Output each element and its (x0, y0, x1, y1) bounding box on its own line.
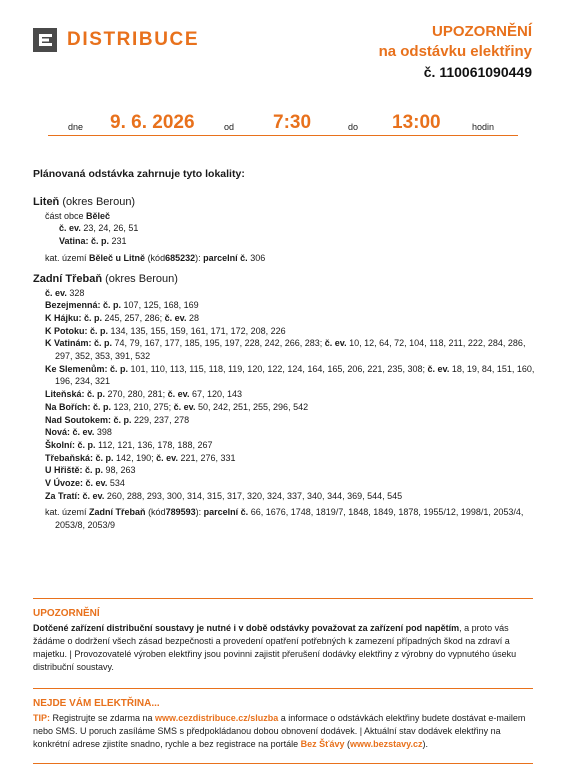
locations-list (33, 168, 543, 532)
outage-date: 9. 6. 2026 (110, 112, 195, 133)
street-line: V Úvoze: č. ev. 534 (45, 478, 125, 489)
outage-from: 7:30 (273, 112, 312, 133)
notice-subtitle: na odstávku elektřiny (378, 43, 532, 60)
street-line: Na Bořích: č. p. 123, 210, 275; č. ev. 50, 242, 251, 255, 296, 542 (45, 401, 309, 412)
location-name: Liteň (33, 195, 60, 208)
divider (33, 688, 533, 689)
warning-section (33, 607, 538, 674)
street-line: U Hřiště: č. p. 98, 263 (45, 465, 136, 476)
location-line: č. ev. 23, 24, 26, 51 (59, 223, 139, 234)
notice-title: UPOZORNĚNÍ (431, 23, 532, 40)
from-label: od (224, 122, 235, 132)
warning-title: UPOZORNĚNÍ (33, 608, 100, 619)
notice-header (379, 22, 532, 82)
location-heading-zadni-treban (33, 271, 543, 287)
hour-label: hodin (472, 122, 495, 132)
street-line: č. ev. 328 (45, 287, 85, 298)
street-line: Ke Slemenům: č. p. 101, 110, 113, 115, 118, 119, 120, 122, 124, 164, 165, 206, 221, 235, 308; č. ev. 18, 19, 84, 151, 160, 196, 234, 321 (45, 363, 535, 387)
tip-section (33, 697, 538, 751)
divider (33, 763, 533, 764)
street-line: Nad Soutokem: č. p. 229, 237, 278 (45, 414, 190, 425)
bezstavy-url-link[interactable]: www.bezstavy.cz (350, 739, 423, 749)
company-logo (33, 28, 199, 52)
street-line: Bezejmenná: č. p. 107, 125, 168, 169 (45, 300, 199, 311)
brand-name: DISTRIBUCE (67, 29, 200, 50)
location-line: Vatina: č. p. 231 (59, 236, 127, 247)
street-list (33, 287, 543, 503)
street-line: Za Tratí: č. ev. 260, 288, 293, 300, 314, 315, 317, 320, 324, 337, 340, 344, 369, 544, 545 (45, 490, 403, 501)
street-line: Nová: č. ev. 398 (45, 427, 112, 438)
to-label: do (348, 122, 359, 132)
street-line: Třebaňská: č. p. 142, 190; č. ev. 221, 276, 331 (45, 452, 236, 463)
street-line: Liteňská: č. p. 270, 280, 281; č. ev. 67, 120, 143 (45, 389, 243, 400)
locations-intro: Plánovaná odstávka zahrnuje tyto lokality: (33, 168, 245, 180)
notice-number: č. 110061090449 (423, 64, 532, 80)
street-line: K Potoku: č. p. 134, 135, 155, 159, 161, 171, 172, 208, 226 (45, 325, 286, 336)
cez-logo-icon (33, 28, 57, 52)
cadastral-line: kat. území Zadní Třebaň (kód789593): parcelní č. 66, 1676, 1748, 1819/7, 1848, 1849, 1878, 1955/12, 1998/1, 2053/4, 2053/8, 2053/9 (45, 507, 524, 531)
street-line: K Hájku: č. p. 245, 257, 286; č. ev. 28 (45, 312, 199, 323)
date-label: dne (68, 122, 84, 132)
tip-title: NEJDE VÁM ELEKTŘINA... (33, 698, 160, 709)
location-district: (okres Beroun) (62, 195, 136, 208)
location-district: (okres Beroun) (105, 272, 178, 285)
street-line: Školní: č. p. 112, 121, 136, 178, 188, 267 (45, 439, 213, 450)
cadastral-line: kat. území Běleč u Litně (kód685232): parcelní č. 306 (45, 252, 266, 263)
tip-text: TIP: Registrujte se zdarma na www.cezdistribuce.cz/sluzba a informace o odstávkách elektřiny budete dostávat e-mailem nebo SMS. U poruch zasíláme SMS s předpokládanou dobou obnovení dodávek. | Aktuální stav dodávek elektřiny na konkrétní adrese zjistíte snadno, rychle a bez registrace na portále Bez Šťávy (www.bezstavy.cz). (33, 713, 526, 749)
cezdistribuce-link[interactable]: www.cezdistribuce.cz/sluzba (155, 713, 279, 723)
location-name: Zadní Třebaň (33, 272, 103, 285)
divider (33, 598, 533, 599)
location-part: část obce Běleč (45, 210, 111, 221)
outage-dateline (48, 112, 518, 136)
warning-text: Dotčené zařízení distribuční soustavy je nutné i v době odstávky považovat za zařízení pod napětím, a proto vás žádáme o dodržení všech zásad bezpečnosti a provedení opatření potřebných k zamezení případných škod na zdraví a majetku. | Provozovatelé výroben elektřiny jsou povinni zajistit přerušení dodávky elektřiny z výrobny do vypnutého úseku distribuční soustavy. (33, 623, 517, 672)
outage-to: 13:00 (392, 112, 441, 133)
street-line: K Vatinám: č. p. 74, 79, 167, 177, 185, 195, 197, 228, 242, 266, 283; č. ev. 10, 12, 64, 72, 104, 118, 211, 222, 284, 286, 297, 352, 353, 391, 532 (45, 338, 526, 362)
bez-stavy-link[interactable]: Bez Šťávy (300, 739, 345, 749)
location-heading-liten (33, 194, 543, 210)
